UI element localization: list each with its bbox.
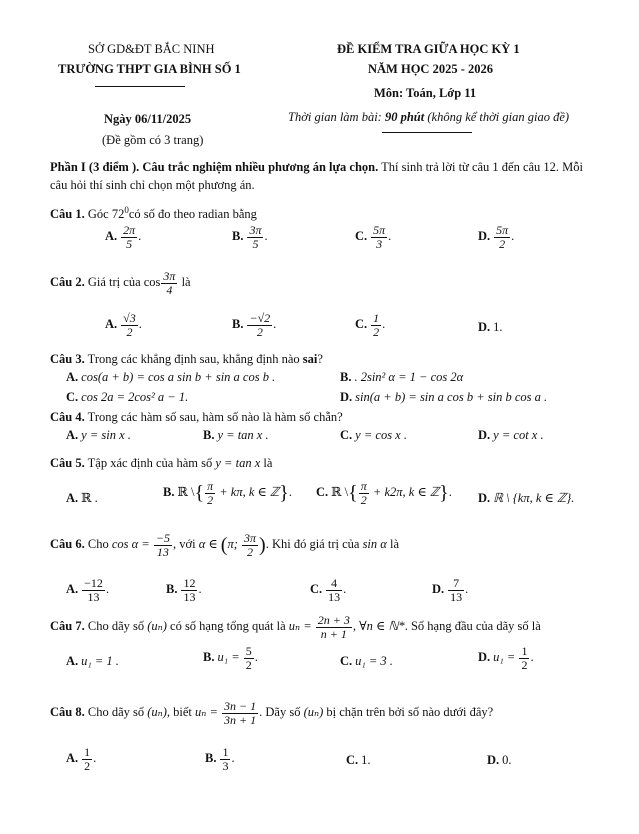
q6-option-d[interactable]: D. $\frac{7}{13}$ . [432,576,469,604]
school-year: NĂM HỌC 2025 - 2026 [368,62,493,76]
question-1: Câu 1. Góc $72^0có$ số đo theo radian bằng [50,205,257,222]
q8-option-b[interactable]: B. $\frac{1}{3}$ . [205,745,235,773]
part-1-instructions: câu hỏi thí sinh chỉ chọn một phương án. [50,178,255,192]
page-count: (Đề gồm có 3 trang) [102,133,204,147]
department: SỞ GD&ĐT BẮC NINH [88,42,215,56]
question-6: Câu 6. Cho cos α = $\frac{-5}{13}$ , với α ∈ (π; $\frac{3\pi}{2}$ ). Khi đó giá trị của sin α là [50,531,399,559]
q5-option-c[interactable]: C. ℝ \{ $\frac{\pi}{2}$ + k2π, k ∈ ℤ}. [316,479,452,507]
q7-option-a[interactable]: A. u₁ = 1 . [66,654,119,668]
question-2: Câu 2. Giá trị của cos $\frac{3\pi}{4}$ là [50,269,191,297]
q5-option-d[interactable]: D. ℝ \ {kπ, k ∈ ℤ}. [478,491,575,505]
question-7: Câu 7. Cho dãy số (uₙ) có số hạng tổng quát là uₙ = $\frac{2n + 3}{n + 1}$ , ∀n ∈ ℕ*. Số hạng đầu của dãy số là [50,613,541,641]
q3-option-a[interactable]: A. cos(a + b) = cos a sin b + sin a cos b . [66,370,276,384]
q4-option-d[interactable]: D. y = cot x . [478,428,544,442]
question-4: Câu 4. Trong các hàm số sau, hàm số nào là hàm số chẵn? [50,410,343,424]
q5-option-b[interactable]: B. ℝ \{ $\frac{\pi}{2}$ + kπ, k ∈ ℤ}. [163,479,292,507]
q7-option-b[interactable]: B. u₁ = $\frac{5}{2}$ . [203,644,258,672]
q1-option-a[interactable]: A. $\frac{2\pi}{5}$ . [105,223,142,251]
q6-option-b[interactable]: B. $\frac{12}{13}$ . [166,576,202,604]
q4-option-c[interactable]: C. y = cos x . [340,428,407,442]
q1-option-b[interactable]: B. $\frac{3\pi}{5}$ . [232,223,268,251]
q8-option-c[interactable]: C. 1. [346,753,371,767]
school-name: TRƯỜNG THPT GIA BÌNH SỐ 1 [58,62,241,76]
q2-option-a[interactable]: A. $\frac{√3}{2}$ . [105,311,142,339]
divider [95,86,185,87]
q6-option-a[interactable]: A. $\frac{-12}{13}$ . [66,576,110,604]
q4-option-a[interactable]: A. y = sin x . [66,428,131,442]
part-1-heading: Phần I (3 điểm ). Câu trắc nghiệm nhiều phương án lựa chọn. Thí sinh trả lời từ câu 1 đến câu 12. Mỗi [50,160,584,174]
q8-option-d[interactable]: D. 0. [487,753,512,767]
divider [382,132,472,133]
question-3: Câu 3. Trong các khẳng định sau, khẳng định nào sai? [50,352,323,366]
q3-option-b[interactable]: B. . 2sin² α = 1 − cos 2α [340,370,464,384]
q2-option-c[interactable]: C. $\frac{1}{2}$ . [355,311,386,339]
q2-option-d[interactable]: D. 1. [478,320,503,334]
q1-option-d[interactable]: D. $\frac{5\pi}{2}$ . [478,223,515,251]
q4-option-b[interactable]: B. y = tan x . [203,428,269,442]
exam-date: Ngày 06/11/2025 [104,112,192,126]
q7-option-c[interactable]: C. u₁ = 3 . [340,654,393,668]
q8-option-a[interactable]: A. $\frac{1}{2}$ . [66,745,97,773]
exam-title: ĐỀ KIỂM TRA GIỮA HỌC KỲ 1 [337,42,520,56]
q7-option-d[interactable]: D. u₁ = $\frac{1}{2}$ . [478,644,534,672]
q3-option-d[interactable]: D. sin(a + b) = sin a cos b + sin b cos a . [340,390,548,404]
q3-option-c[interactable]: C. cos 2a = 2cos² a − 1. [66,390,189,404]
question-8: Câu 8. Cho dãy số (uₙ), biết uₙ = $\frac{3n - 1}{3n + 1}$ . Dãy số (uₙ) bị chặn trên bởi số nào dưới đây? [50,699,494,727]
q5-option-a[interactable]: A. ℝ . [66,491,98,505]
question-5: Câu 5. Tập xác định của hàm số y = tan x là [50,456,273,470]
q2-option-b[interactable]: B. $\frac{-√2}{2}$ . [232,311,277,339]
subject: Môn: Toán, Lớp 11 [374,86,477,100]
q1-option-c[interactable]: C. $\frac{5\pi}{3}$ . [355,223,392,251]
q6-option-c[interactable]: C. $\frac{4}{13}$ . [310,576,347,604]
time-limit: Thời gian làm bài: 90 phút (không kể thời gian giao đề) [288,110,570,124]
